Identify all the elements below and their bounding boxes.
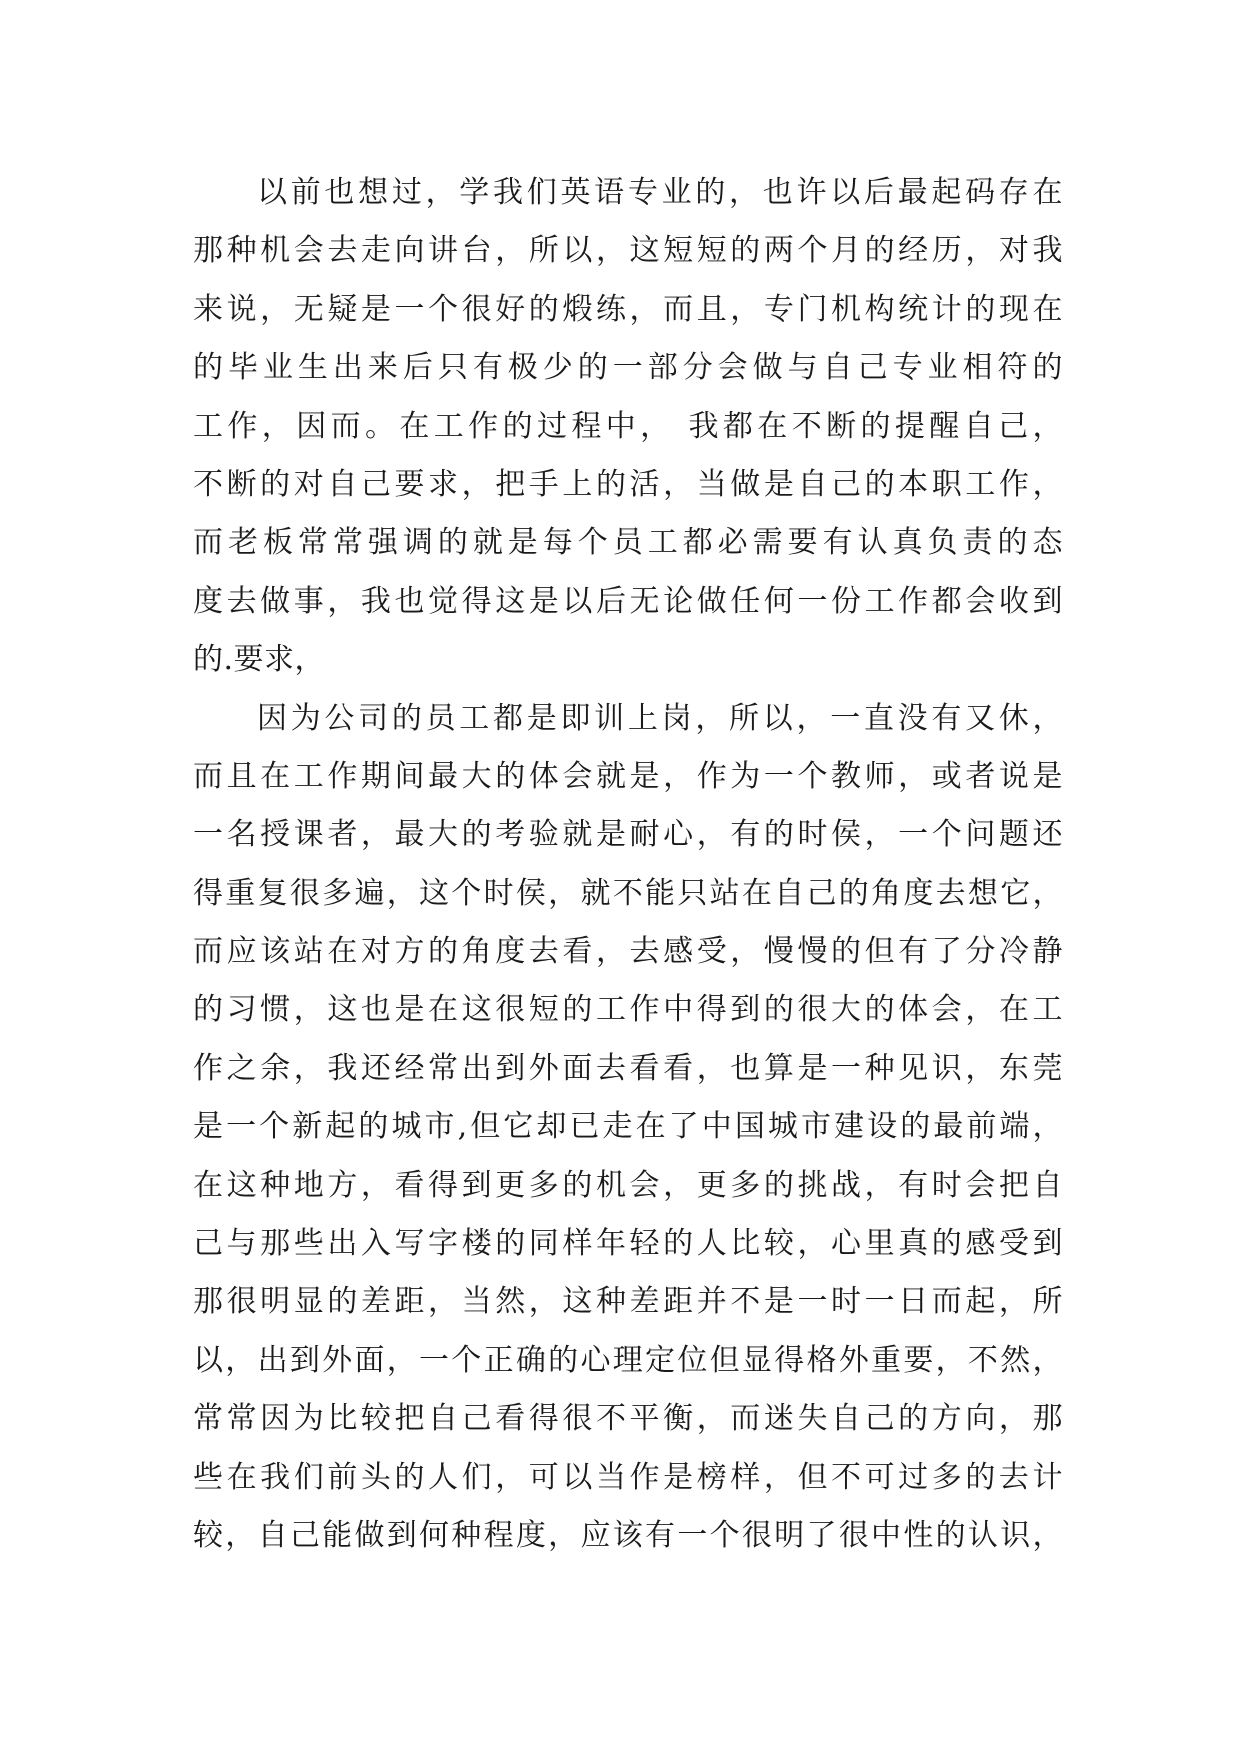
paragraph-line: 而应该站在对方的角度去看，去感受，慢慢的但有了分冷静 <box>193 934 1063 970</box>
paragraph-2 <box>193 690 1063 1566</box>
paragraph-line: 的习惯，这也是在这很短的工作中得到的很大的体会，在工 <box>193 992 1063 1028</box>
paragraph-line: 而且在工作期间最大的体会就是，作为一个教师，或者说是 <box>193 758 1063 794</box>
paragraph-line: 作之余，我还经常出到外面去看看，也算是一种见识，东莞 <box>193 1050 1063 1086</box>
paragraph-line: 工作，因而。在工作的过程中， 我都在不断的提醒自己， <box>193 408 1063 444</box>
paragraph-line: 以前也想过，学我们英语专业的，也许以后最起码存在 <box>257 175 1063 210</box>
paragraph-line: 己与那些出入写字楼的同样年轻的人比较，心里真的感受到 <box>193 1226 1063 1262</box>
paragraph-line: 那很明显的差距，当然，这种差距并不是一时一日而起，所 <box>193 1284 1063 1320</box>
paragraph-line: 来说，无疑是一个很好的煅练，而且，专门机构统计的现在 <box>193 291 1063 327</box>
paragraph-line: 那种机会去走向讲台，所以，这短短的两个月的经历，对我 <box>193 233 1063 269</box>
paragraph-line: 常常因为比较把自己看得很不平衡，而迷失自己的方向，那 <box>193 1401 1063 1437</box>
paragraph-line: 不断的对自己要求，把手上的活，当做是自己的本职工作， <box>193 466 1063 502</box>
paragraph-line: 而老板常常强调的就是每个员工都必需要有认真负责的态 <box>193 525 1063 561</box>
paragraph-line: 较，自己能做到何种程度，应该有一个很明了很中性的认识， <box>193 1517 1063 1553</box>
paragraph-line: 一名授课者，最大的考验就是耐心，有的时侯，一个问题还 <box>193 817 1063 853</box>
paragraph-1 <box>193 164 1063 690</box>
paragraph-line: 以，出到外面，一个正确的心理定位但显得格外重要，不然， <box>193 1342 1063 1378</box>
paragraph-line: 的毕业生出来后只有极少的一部分会做与自己专业相符的 <box>193 350 1063 386</box>
paragraph-line: 得重复很多遍，这个时侯，就不能只站在自己的角度去想它， <box>193 875 1063 911</box>
paragraph-line: 些在我们前头的人们，可以当作是榜样，但不可过多的去计 <box>193 1459 1063 1495</box>
body-text <box>193 164 1063 1565</box>
paragraph-line: 度去做事，我也觉得这是以后无论做任何一份工作都会收到 <box>193 583 1063 619</box>
paragraph-line: 是一个新起的城市,但它却已走在了中国城市建设的最前端， <box>193 1109 1063 1145</box>
paragraph-line: 的.要求， <box>193 642 326 678</box>
paragraph-line: 在这种地方，看得到更多的机会，更多的挑战，有时会把自 <box>193 1167 1063 1203</box>
paragraph-line: 因为公司的员工都是即训上岗，所以，一直没有又休， <box>257 700 1063 736</box>
